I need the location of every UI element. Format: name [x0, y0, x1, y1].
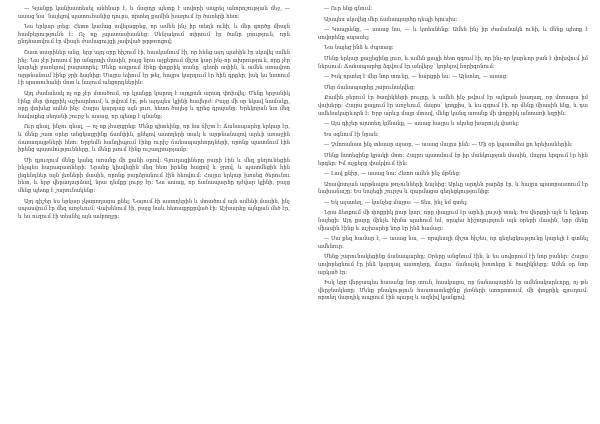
paragraph: Մենք երկար քայլեցինք լուռ, և ամեն քայլի հետ զգում էի, որ ինչ-որ կարևոր բան է փոխվում իմ ներսում։ Ճանապարհը ձգվում էր անվերջ՝ կորելով հորիզոնում։ [318, 55, 588, 70]
paragraph: Շատ տարիներ անց, երբ այդ օրը հիշում էի, հասկանում էի, որ հենց այդ պահին էր սկսվել ամեն ինչ։ Նա չէր խոսում իր անցյալի մասին, բայց նրա աչքերում միշտ կար ինչ-որ տխրություն, որը չէր կարելի բառերով բացատրել։ Մենք ապրում էինք փոքրիկ տանը՝ գետի ափին, և ամեն առավոտ արթնանում էինք ջրի ձայնից։ Մայրս եփում էր թեյ, հայրս կարդում էր հին գրքեր, իսկ ես նստում էի պատուհանի մոտ և նայում անցորդներին։ [18, 49, 290, 87]
paragraph: — Չմոռանաս ինչ տեսար այսօր, — ասաց մայրս ինձ։ — Մի օր կպատմես քո երեխաներին։ [324, 142, 573, 149]
left-column [18, 6, 290, 306]
paragraph: — Կյանքը կանխատեսել անհնար է, և մարդը պետք է սովորի ապրել անորոշության մեջ, — ասաց նա՝ նայելով պատուհանից դուրս, որտեղ քամին խաղում էր ծառերի հետ։ [18, 6, 290, 20]
paragraph: Քամին բերում էր ծաղիկների բույրը, և ամեն ինչ թվում էր այնքան խաղաղ, որ մոռացա իմ վախերը։ Հայրս քայլում էր առջևում, մայրս՝ կողքիս, և ես զգում էի, որ մենք միասին ենք, և դա ամենակարևորն է։ Երբ արևը մայր մտավ, մենք կանգ առանք մի փոքրիկ անտառի եզրին։ [318, 95, 588, 117]
right-column [318, 6, 588, 306]
paragraph: Նա նայեց ինձ և ժպտաց։ [324, 45, 394, 52]
paragraph: Իսկ երբ վերջապես հասանք նոր տուն, հասկացա, որ ճանապարհն էր ամենակարևորը, ոչ թե վերջնակետը։ Մենք բնակություն հաստատեցինք լեռների ստորոտում, մի փոքրիկ գյուղում, որտեղ մարդիկ ապրում էին պարզ և ազնիվ կյանքով։ [318, 280, 588, 302]
paragraph: Նրա ձեռքում մի փոքրիկ քար կար, որը փայլում էր արևի լույսի տակ։ Ես վերցրի այն և երկար նայեցի։ Այդ քարը մինչև հիմա պահում եմ, որպես հիշողություն այն օրերի մասին, երբ մենք միասին էինք և աշխարհը նոր էր ինձ համար։ [318, 210, 588, 232]
paragraph: Այդ ժամանակ ոչ ոք չէր մտածում, որ կյանքը կարող է այդքան արագ փոխվել։ Մենք երջանիկ էինք մեր փոքրիկ աշխարհում, և թվում էր, թե այդպես կլինի հավերժ։ Բայց մի օր եկավ նամակը, որը փոխեց ամեն ինչ։ Հայրս կարդաց այն լուռ, հետո ծալեց և դրեց գրպանը։ Երեկոյան նա մեզ հավաքեց սեղանի շուրջ և ասաց, որ պետք է գնանք։ [18, 90, 290, 120]
paragraph: Մենք նստեցինք կրակի մոտ։ Հայրս պատմում էր իր մանկության մասին, մայրս երգում էր հին երգեր։ Իմ աչքերը փակվում էին։ [318, 152, 588, 167]
paragraph: Ես օգնում էի նրան։ [324, 131, 379, 138]
paragraph: Նա երկար լռեց։ Հետո կամաց ավելացրեց, որ ամեն ինչ իր տեղն ունի, և մեր գործը միայն համբերությունն է։ Ոչ ոք չպատասխանեց։ Սենյակում տիրում էր ծանր լռություն, որն ընդհատվում էր միայն ժամացույցի չափված թրթռոցով։ [18, 24, 290, 46]
paragraph: Առավոտյան արթնացա թռչունների ձայնից։ Արևը արդեն բարձր էր, և հայրս պատրաստում էր նախաճաշը։ Ես նայեցի շուրջս և զարմացա գեղեցկությունից։ [318, 181, 588, 196]
paragraph: Մենք շարունակեցինք ճանապարհը։ Օրերը անցնում էին, և ես սովորում էի նոր բաներ։ Հայրս սովորեցնում էր ինձ կարդալ աստղերը, մայրս՝ ճանաչել խոտերը և ծաղիկները։ Ամեն օր նոր արկած էր։ [318, 254, 588, 276]
paragraph: Մեր ճանապարհը շարունակվեց։ [324, 84, 415, 91]
paragraph: — Ուր ենք գնում։ [324, 6, 373, 12]
paragraph: Մի գյուղում մենք կանգ առանք մի քանի օրով։ Գյուղացիները բարի էին և մեզ ընդունեցին ինչպես հարազատների։ Նրանք կիսվեցին մեզ հետ իրենց հացով և ջրով, և պատմեցին հին լեգենդներ այն լեռների մասին, որոնք բարձրանում էին հեռվում։ Հայրս երկար խոսեց ծերունու հետ, և երբ վերադարձավ, նրա դեմքը լուրջ էր։ Նա ասաց, որ ճանապարհը դժվար կլինի, բայց մենք պետք է շարունակենք։ [18, 157, 290, 195]
paragraph: — Սա քեզ համար է, — ասաց նա, — որպեսզի միշտ հիշես, որ գեղեցկությունը կարելի է գտնել ամենուր։ [318, 236, 588, 250]
paragraph: — Կապրենք, — ասաց նա, — և կտեսնենք։ Ամեն ինչ իր ժամանակն ունի, և մենք պետք է սովորենք սպասել։ [318, 27, 588, 41]
paragraph: — Լավ քնիր, — ասաց նա։ Հետո ամեն ինչ մթնեց։ [324, 171, 461, 178]
paragraph: — Այս գիշեր այստեղ կմնանք, — ասաց հայրս և սկսեց խարույկ վառել։ [324, 121, 519, 128]
paragraph: Այսպես սկսվեց մեր ճանապարհը դեպի հյուսիս։ [324, 16, 458, 23]
text-columns [18, 6, 588, 306]
paragraph: Այդ գիշեր ես երկար չկարողացա քնել։ Նայում էի աստղերին և մտածում այն ամենի մասին, ինչ սպասվում էր մեզ առջևում։ Վախենում էի, բայց նաև հետաքրքրված էի։ Աշխարհը այնքան մեծ էր, և ես ուզում էի տեսնել այն ամբողջը։ [18, 198, 290, 220]
paragraph: Ուր գնալ, ինչու գնալ, — ոչ ոք չհարցրեց։ Մենք գիտեինք, որ նա ճիշտ է։ Ճանապարհը երկար էր, և մենք շատ օրեր անցկացրինք ճամփին, քնելով աստղերի տակ և արթնանալով արևի առաջին ճառագայթների հետ։ Երբեմն հանդիպում էինք ուրիշ ճանապարհորդների, որոնք պատմում էին իրենց պատմությունները, և մենք լսում էինք ուշադրությամբ։ [18, 124, 290, 154]
paragraph: — Եկ այստեղ, — կանչեց մայրս։ — Տես, ինչ եմ գտել։ [324, 199, 468, 206]
paragraph: — Իսկ որտեղ է մեր նոր տունը, — հարցրի ես։ — Այնտեղ, — ասաց։ [324, 74, 508, 81]
